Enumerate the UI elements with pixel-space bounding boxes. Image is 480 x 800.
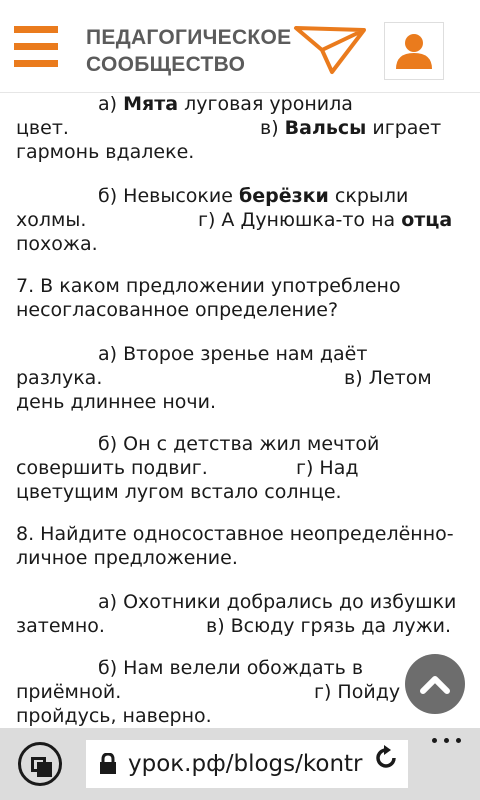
brand-line-1: ПЕДАГОГИЧЕСКОЕ — [86, 26, 292, 49]
option-a: а) Охотники добрались до избушки — [98, 591, 457, 613]
bold-word: Вальсы — [284, 117, 367, 139]
q8-options-av: а) Охотники добрались до избушки затемно. в) Всюду грязь да лужи. — [16, 590, 466, 638]
chevron-up-icon — [420, 671, 450, 697]
hamburger-menu-button[interactable] — [14, 26, 58, 70]
option-v-cont: гармонь вдалеке. — [16, 141, 195, 163]
option-v: в) Вальсы играет — [260, 117, 442, 139]
reload-icon — [372, 744, 400, 772]
url-text: урок.рф/blogs/kontr — [128, 751, 363, 777]
option-v: в) Всюду грязь да лужи. — [206, 615, 452, 637]
site-header — [0, 0, 480, 93]
question-7-text: 7. В каком предложении употреблено — [16, 275, 401, 297]
question-7: 7. В каком предложении употреблено несогласованное определение? — [16, 274, 466, 322]
q7-options-bg: б) Он с детства жил мечтой совершить подвиг. г) Над цветущим лугом встало солнце. — [16, 432, 466, 504]
option-a: а) Мята луговая уронила — [98, 93, 353, 115]
scroll-to-top-button[interactable] — [405, 654, 465, 714]
option-g: г) Пойду — [314, 681, 401, 703]
q8-options-bg: б) Нам велели обождать в приёмной. г) Пойду пройдусь, наверно. — [16, 656, 466, 728]
q7-options-av: а) Второе зренье нам даёт разлука. в) Летом день длиннее ночи. — [16, 342, 466, 414]
user-icon — [394, 31, 434, 71]
option-a-cont: цвет. в) Вальсы играет — [16, 117, 442, 139]
option-g: г) Над — [296, 457, 359, 479]
more-icon — [432, 738, 437, 743]
bold-word: берёзки — [238, 185, 329, 207]
hamburger-icon — [14, 26, 58, 33]
option-b: б) Он с детства жил мечтой — [98, 433, 380, 455]
option-b: б) Невысокие берёзки скрыли — [98, 185, 409, 207]
reload-button[interactable] — [368, 740, 404, 776]
url-field[interactable] — [86, 740, 408, 788]
brand-line-2: СООБЩЕСТВО — [86, 53, 246, 76]
option-a: а) Второе зренье нам даёт — [98, 343, 368, 365]
article-content — [0, 92, 480, 728]
question-8: 8. Найдите односоставное неопределённо- личное предложение. — [16, 522, 466, 570]
lock-icon — [98, 753, 118, 775]
option-g: г) А Дунюшка-то на отца — [198, 209, 453, 231]
site-logo-text[interactable] — [86, 24, 291, 78]
tabs-button[interactable] — [18, 742, 62, 786]
bold-word: отца — [401, 209, 453, 231]
q6-options-ab — [16, 92, 466, 164]
option-b-cont: холмы. г) А Дунюшка-то на отца — [16, 209, 453, 231]
question-8-text: 8. Найдите односоставное неопределённо- — [16, 523, 454, 545]
q6-options-bg — [16, 184, 466, 256]
option-v: в) Летом — [344, 367, 432, 389]
more-button[interactable] — [430, 738, 464, 750]
profile-button[interactable] — [384, 22, 444, 80]
option-g-cont: похожа. — [16, 233, 98, 255]
browser-address-bar — [0, 728, 480, 800]
paper-plane-icon — [292, 24, 368, 76]
option-b: б) Нам велели обождать в — [98, 657, 364, 679]
bold-word: Мята — [123, 93, 179, 115]
